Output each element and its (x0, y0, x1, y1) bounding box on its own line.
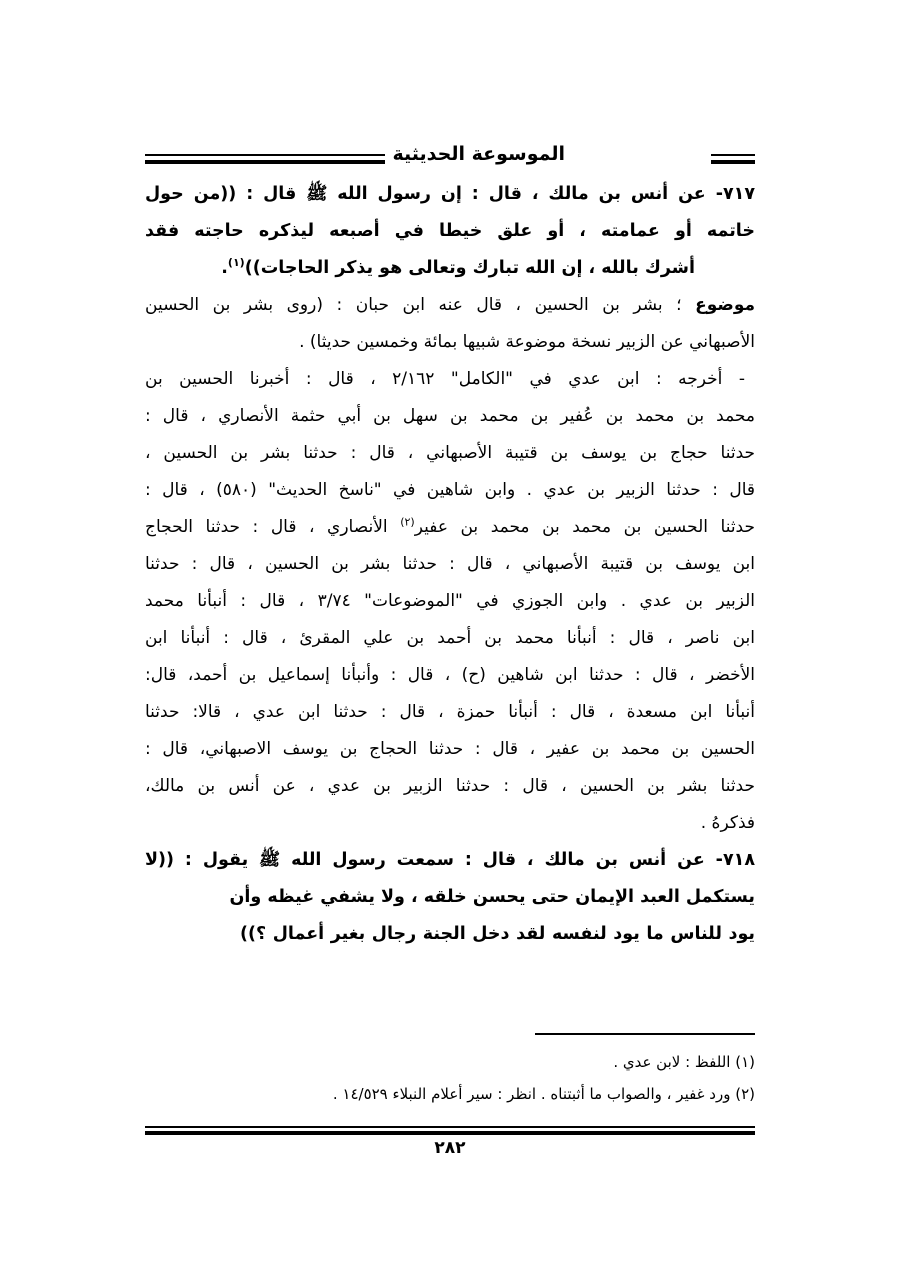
hadith-717-line-2: خاتمه أو عمامته ، أو علق خيطا في أصبعه ليذكره حاجته فقد (145, 221, 755, 241)
takhrij-line-9: الأخضر ، قال : حدثنا ابن شاهين (ح) ، قال : وأنبأنا إسماعيل بن أحمد، قال: (145, 665, 755, 685)
takhrij-line-3: حدثنا حجاج بن يوسف بن قتيبة الأصبهاني ، قال : حدثنا بشر بن الحسين ، (145, 443, 755, 463)
page-number: ٢٨٢ (434, 1138, 466, 1158)
hadith-717-line-3-text: أشرك بالله ، إن الله تبارك وتعالى هو يذكر الحاجات)) (244, 258, 695, 278)
takhrij-line-11: الحسين بن محمد بن عفير ، قال : حدثنا الحجاج بن يوسف الاصبهاني، قال : (145, 739, 755, 759)
hadith-717-line-3 (145, 250, 755, 287)
takhrij-line-5-rest: الأنصاري ، قال : حدثنا الحجاج (145, 517, 388, 537)
grading-text: ؛ بشر بن الحسين ، قال عنه ابن حبان : (روى بشر بن الحسين (145, 295, 682, 315)
takhrij-line-12: حدثنا بشر بن الحسين ، قال : حدثنا الزبير بن عدي ، عن أنس بن مالك، (145, 776, 755, 796)
hadith-718-line-3: يود للناس ما يود لنفسه لقد دخل الجنة رجال بغير أعمال ؟)) (240, 924, 755, 944)
takhrij-line-7: الزبير بن عدي . وابن الجوزي في "الموضوعات" ٣/٧٤ ، قال : أنبأنا محمد (145, 591, 755, 611)
footnote-1: (١) اللفظ : لابن عدي . (613, 1053, 755, 1071)
takhrij-line-6: ابن يوسف بن قتيبة الأصبهاني ، قال : حدثنا بشر بن الحسين ، قال : حدثنا (145, 554, 755, 574)
takhrij-line-10: أنبأنا ابن مسعدة ، قال : أنبأنا حمزة ، قال : حدثنا ابن عدي ، قالا: حدثنا (145, 702, 755, 722)
takhrij-line-1: - أخرجه : ابن عدي في "الكامل" ٢/١٦٢ ، قال : أخبرنا الحسين بن (145, 369, 746, 389)
hadith-718-line-1: ٧١٨- عن أنس بن مالك ، قال : سمعت رسول الله ﷺ يقول : ((لا (145, 850, 755, 870)
footnote-ref-1: (١) (227, 256, 245, 270)
grading-label: موضوع (695, 295, 756, 315)
header-rule-right (711, 154, 755, 164)
page-body (145, 176, 755, 953)
takhrij-line-4: قال : حدثنا الزبير بن عدي . وابن شاهين في "ناسخ الحديث" (٥٨٠) ، قال : (145, 480, 755, 500)
hadith-717-line-3-end: . (221, 258, 228, 278)
takhrij-line-5-text: حدثنا الحسين بن محمد بن محمد بن عفير (414, 517, 755, 537)
takhrij-line-5 (145, 509, 755, 546)
grading-line-2: الأصبهاني عن الزبير نسخة موضوعة شبيها بمائة وخمسين حديثا) . (299, 332, 755, 352)
footnotes (145, 1046, 755, 1110)
running-header-title: الموسوعة الحديثية (392, 143, 565, 165)
footnote-ref-2: (٢) (400, 515, 415, 529)
takhrij-line-13: فذكرهُ . (700, 813, 755, 833)
takhrij-line-8: ابن ناصر ، قال : أنبأنا محمد بن أحمد بن علي المقرئ ، قال : أنبأنا ابن (145, 628, 755, 648)
hadith-718-line-2: يستكمل العبد الإيمان حتى يحسن خلقه ، ولا يشفي غيظه وأن (229, 887, 755, 907)
header-rule-left (145, 154, 385, 164)
hadith-717-line-1: ٧١٧- عن أنس بن مالك ، قال : إن رسول الله ﷺ قال : ((من حول (145, 184, 755, 204)
running-header (145, 140, 755, 174)
bottom-rule (145, 1126, 755, 1135)
takhrij-line-2: محمد بن محمد بن عُفير بن محمد بن سهل بن أبي حثمة الأنصاري ، قال : (145, 406, 755, 426)
footnote-2: (٢) ورد غفير ، والصواب ما أثبتناه . انظر : سير أعلام النبلاء ١٤/٥٢٩ . (332, 1085, 755, 1103)
footnote-separator (535, 1033, 755, 1035)
grading-line-1 (145, 287, 755, 324)
